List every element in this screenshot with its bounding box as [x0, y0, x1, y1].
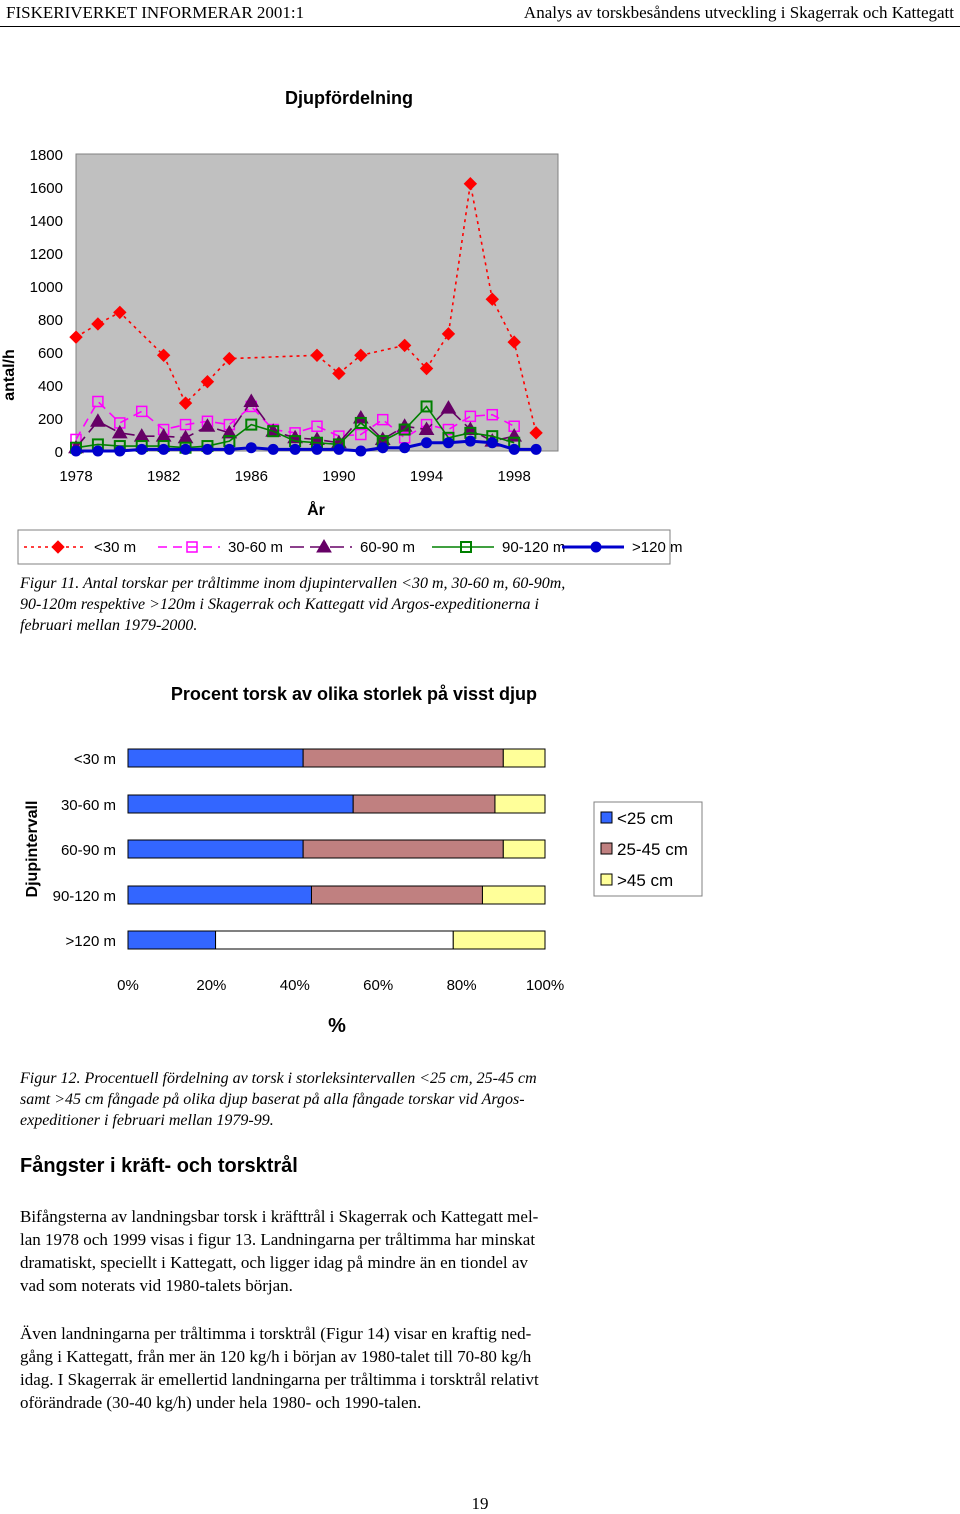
bar-row [61, 795, 545, 814]
bar-row [74, 749, 545, 768]
x-tick-label: 1994 [409, 468, 444, 485]
y-tick-label: 400 [37, 378, 63, 395]
x-tick-label: 1982 [146, 468, 181, 485]
data-point [159, 444, 169, 454]
bar-segment [128, 886, 311, 904]
page-number: 19 [471, 1494, 489, 1513]
legend-swatch [601, 843, 612, 854]
data-point [268, 444, 278, 454]
x-tick-label: 100% [525, 977, 565, 994]
bar-segment [303, 749, 503, 767]
x-tick-label: 1978 [59, 468, 93, 485]
bar-segment [453, 931, 545, 949]
bar-segment [128, 840, 303, 858]
figure-11-caption: Figur 11. Antal torskar per tråltimme inom djupintervallen <30 m, 30-60 m, 60-90m, 90-120m respektive >120m i Skagerrak och Kattegatt vid Argos-expeditionerna i februari mellan 1979-2000. [20, 575, 566, 634]
line-chart-plot-area [76, 154, 558, 451]
line-chart-y-ticks [30, 147, 63, 461]
bar-chart-x-ticks [117, 977, 564, 994]
data-point [93, 446, 103, 456]
data-point [443, 438, 453, 448]
y-tick-label: 800 [37, 312, 63, 329]
bar-chart-rows [53, 749, 545, 950]
data-point [115, 446, 125, 456]
data-point [224, 444, 234, 454]
data-point [591, 542, 601, 552]
bar-segment [353, 795, 495, 813]
bar-segment [128, 749, 303, 767]
data-point [202, 444, 212, 454]
bar-row [53, 886, 545, 905]
y-tick-label: 1400 [29, 213, 63, 230]
data-point [334, 444, 344, 454]
data-point [465, 436, 475, 446]
bar-segment [311, 886, 482, 904]
data-point [356, 446, 366, 456]
running-header [0, 0, 960, 27]
x-tick-label: 1986 [234, 468, 268, 485]
line-chart-xlabel: År [307, 502, 325, 519]
y-tick-label: 1600 [29, 180, 63, 197]
bar-segment [303, 840, 503, 858]
legend-label: <30 m [94, 539, 137, 556]
bar-chart-ylabel: Djupintervall [24, 800, 41, 898]
category-label: <30 m [73, 751, 116, 768]
y-tick-label: 1200 [29, 246, 63, 263]
category-label: 60-90 m [60, 842, 116, 859]
legend-swatch [601, 874, 612, 885]
x-tick-label: 1990 [322, 468, 356, 485]
bar-chart-xlabel: % [328, 1015, 346, 1037]
data-point [400, 443, 410, 453]
bar-chart-title: Procent torsk av olika storlek på visst djup [170, 684, 538, 704]
bar-segment [495, 795, 545, 813]
data-point [181, 444, 191, 454]
data-point [137, 444, 147, 454]
data-point [312, 444, 322, 454]
data-point [509, 444, 519, 454]
y-tick-label: 1800 [29, 147, 63, 164]
x-tick-label: 40% [279, 977, 310, 994]
x-tick-label: 80% [446, 977, 477, 994]
category-label: >120 m [65, 933, 116, 950]
x-tick-label: 20% [196, 977, 227, 994]
legend-label: <25 cm [617, 809, 674, 828]
size-percent-bar-chart [0, 670, 960, 1070]
data-point [487, 438, 497, 448]
data-point [378, 443, 388, 453]
legend-label: 60-90 m [360, 539, 416, 556]
figure-12-caption: Figur 12. Procentuell fördelning av torsk i storleksintervallen <25 cm, 25-45 cm samt >45 cm fångade på olika djup baserat på alla fångade torskar vid Argos- expeditioner i februari mellan 1979-99. [20, 1070, 537, 1129]
y-tick-label: 200 [37, 411, 63, 428]
header-publication: FISKERIVERKET INFORMERAR 2001:1 [6, 3, 305, 22]
data-point [290, 444, 300, 454]
line-chart-ylabel: antal/h [1, 349, 18, 401]
data-point [246, 443, 256, 453]
legend-swatch [601, 812, 612, 823]
data-point [422, 438, 432, 448]
data-point [71, 446, 81, 456]
bar-segment [503, 840, 545, 858]
x-tick-label: 0% [117, 977, 139, 994]
legend-label: 30-60 m [228, 539, 284, 556]
legend-label: >120 m [632, 539, 683, 556]
bar-segment [216, 931, 454, 949]
bar-segment [128, 931, 216, 949]
line-chart-title: Djupfördelning [285, 88, 413, 108]
bar-row [66, 931, 545, 950]
legend-label: 90-120 m [502, 539, 566, 556]
bar-row [61, 840, 545, 859]
bar-segment [128, 795, 353, 813]
paragraph-2: Även landningarna per tråltimma i torsktrål (Figur 14) visar en kraftig ned- gång i Kattegatt, från mer än 120 kg/h i början av 1980-talet till 70-80 kg/h idag. I Skagerrak är emellertid landningarna per tråltimma i torsktrål relativt oförändrade (30-40 kg/h) under hela 1980- och 1990-talen. [20, 1324, 539, 1412]
x-tick-label: 1998 [497, 468, 531, 485]
line-chart-x-ticks [59, 468, 531, 485]
legend-label: 25-45 cm [617, 840, 688, 859]
category-label: 90-120 m [52, 888, 116, 905]
paragraph-1: Bifångsterna av landningsbar torsk i kräfttrål i Skagerrak och Kattegatt mel- lan 1978 och 1999 visas i figur 13. Landningarna per tråltimma har minskat dramatiskt, speciellt i Kattegatt, och ligger idag på mindre än en tiondel av vad som noterats vid 1980-talets början. [20, 1207, 539, 1295]
y-tick-label: 0 [54, 444, 63, 461]
bar-segment [482, 886, 545, 904]
section-heading: Fångster i kräft- och torsktrål [20, 1155, 298, 1177]
legend-label: >45 cm [617, 871, 674, 890]
category-label: 30-60 m [60, 797, 116, 814]
bar-segment [503, 749, 545, 767]
y-tick-label: 1000 [29, 279, 63, 296]
data-point [531, 444, 541, 454]
y-tick-label: 600 [37, 345, 63, 362]
depth-distribution-line-chart [0, 70, 960, 630]
x-tick-label: 60% [363, 977, 394, 994]
header-title: Analys av torskbesåndens utveckling i Skagerrak och Kattegatt [523, 3, 954, 22]
